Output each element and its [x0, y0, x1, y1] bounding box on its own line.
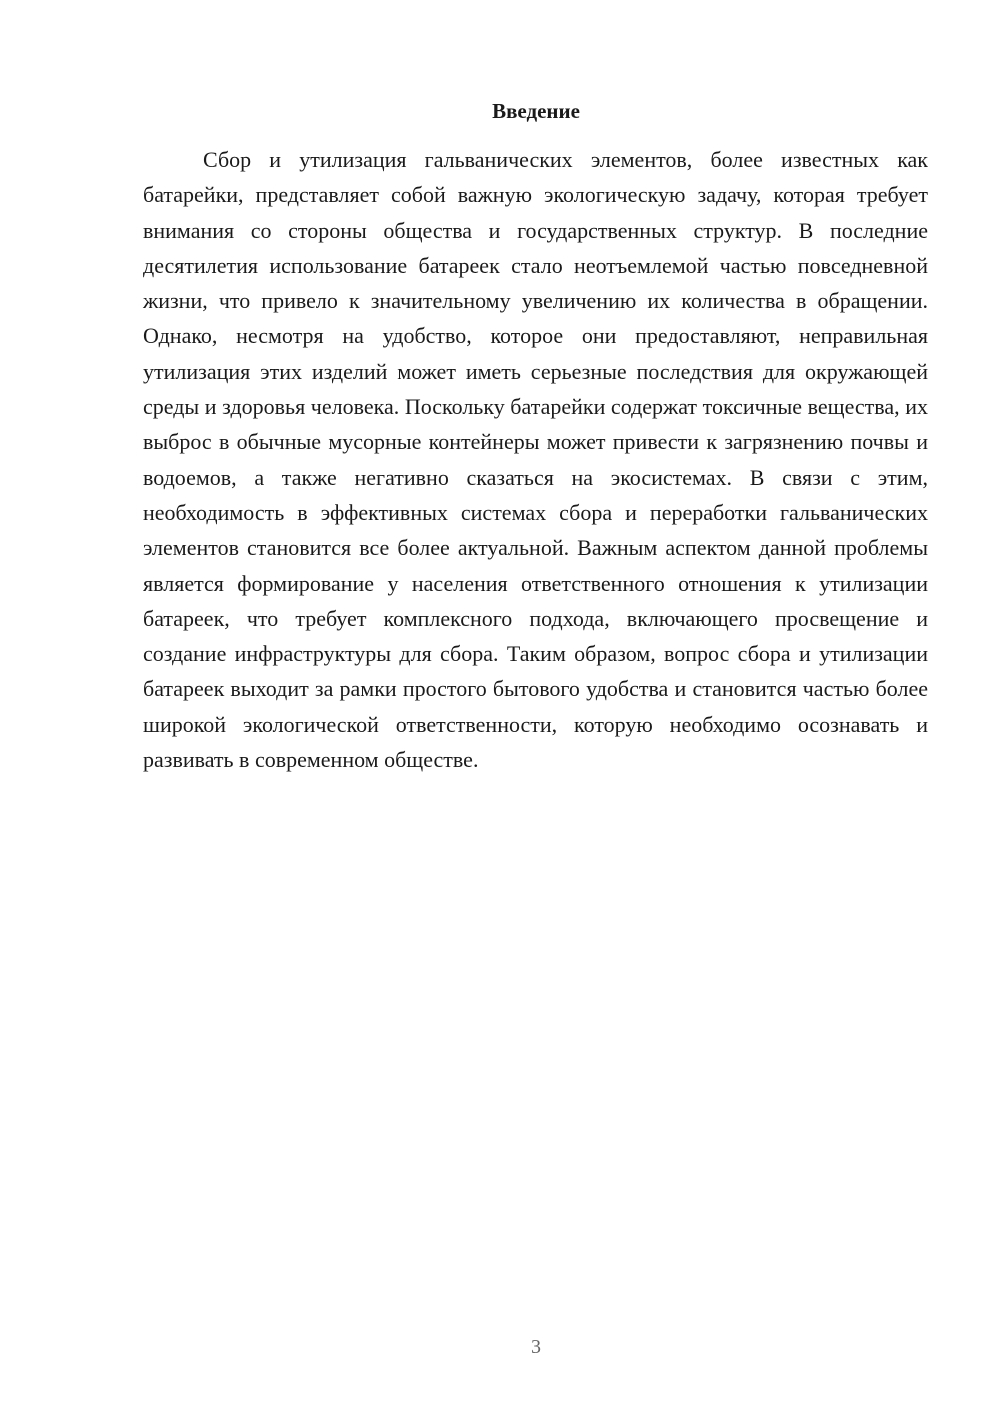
page-number: 3	[531, 1336, 541, 1358]
section-heading: Введение	[492, 99, 580, 123]
body-paragraph: Сбор и утилизация гальванических элементов, более известных как батарейки, представляет собой важную экологическую задачу, которая требует внимания со стороны общества и государственных структур. В последние десятилетия использование батареек стало неотъемлемой частью повседневной жизни, что привело к значительному увеличению их количества в обращении. Однако, несмотря на удобство, которое они предоставляют, неправильная утилизация этих изделий может иметь серьезные последствия для окружающей среды и здоровья человека. Поскольку батарейки содержат токсичные вещества, их выброс в обычные мусорные контейнеры может привести к загрязнению почвы и водоемов, а также негативно сказаться на экосистемах. В связи с этим, необходимость в эффективных системах сбора и переработки гальванических элементов становится все более актуальной. Важным аспектом данной проблемы является формирование у населения ответственного отношения к утилизации батареек, что требует комплексного подхода, включающего просвещение и создание инфраструктуры для сбора. Таким образом, вопрос сбора и утилизации батареек выходит за рамки простого бытового удобства и становится частью более широкой экологической ответственности, которую необходимо осознавать и развивать в современном обществе.	[143, 147, 928, 773]
